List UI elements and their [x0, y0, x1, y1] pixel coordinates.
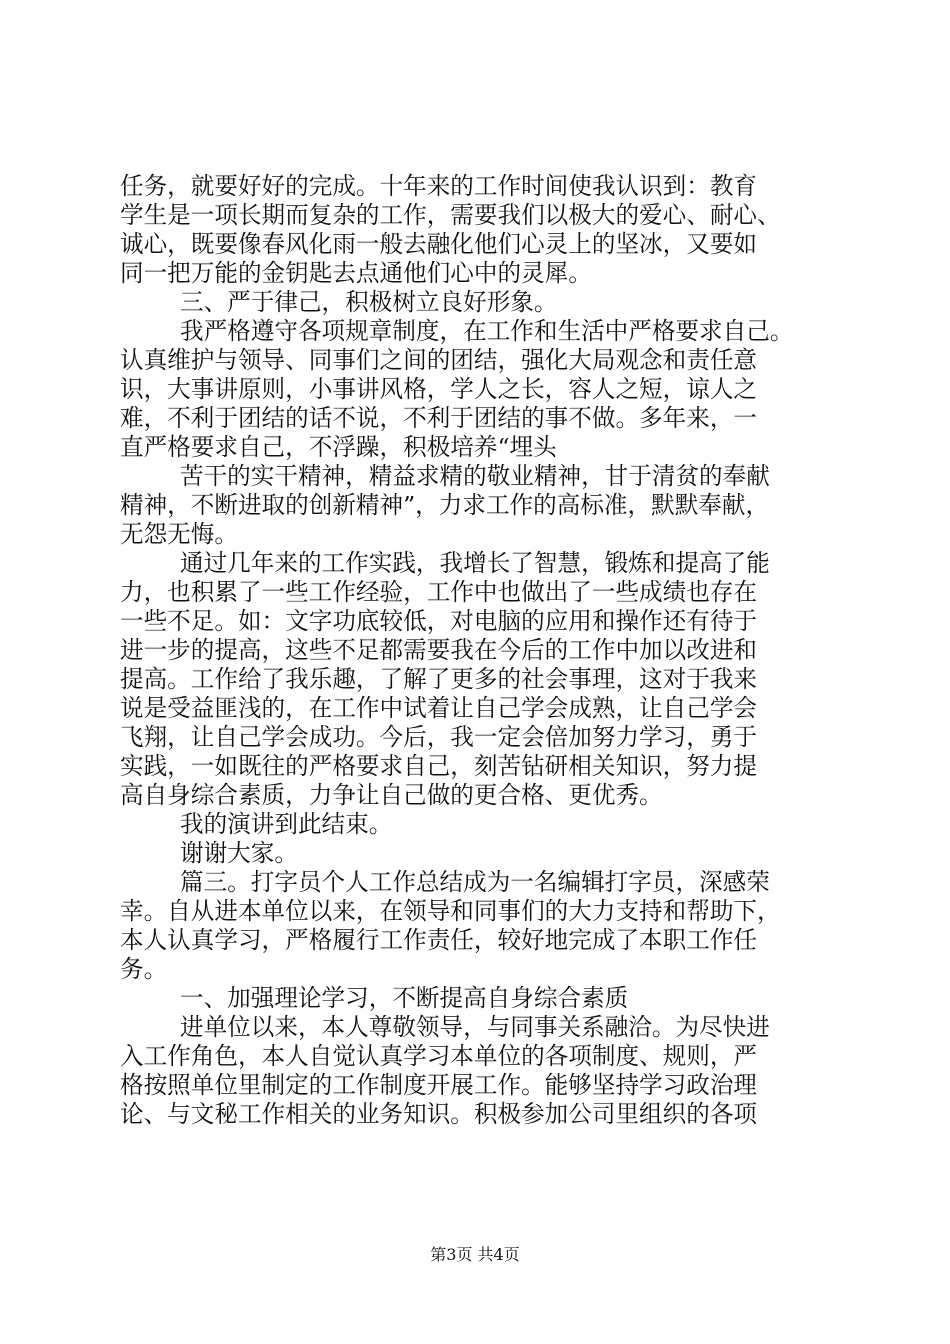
body-line: 我的演讲到此结束。	[180, 810, 393, 838]
body-line: 幸。自从进本单位以来，在领导和同事们的大力支持和帮助下，	[120, 897, 781, 925]
body-line: 务。	[120, 955, 168, 983]
body-line: 直严格要求自己，不浮躁，积极培养“埋头	[120, 433, 557, 461]
body-line: 我严格遵守各项规章制度，在工作和生活中严格要求自己。	[180, 317, 794, 345]
body-line: 格按照单位里制定的工作制度开展工作。能够坚持学习政治理	[120, 1071, 758, 1099]
body-line: 进单位以来，本人尊敬领导，与同事关系融洽。为尽快进	[180, 1013, 770, 1041]
body-line: 谢谢大家。	[180, 839, 298, 867]
body-line: 飞翔，让自己学会成功。今后，我一定会倍加努力学习，勇于	[120, 723, 758, 751]
body-line: 提高。工作给了我乐趣，了解了更多的社会事理，这对于我来	[120, 665, 758, 693]
body-line: 论、与文秘工作相关的业务知识。积极参加公司里组织的各项	[120, 1100, 758, 1128]
body-line: 学生是一项长期而复杂的工作，需要我们以极大的爱心、耐心、	[120, 201, 781, 229]
body-line: 苦干的实干精神，精益求精的敬业精神，甘于清贫的奉献	[180, 462, 770, 490]
body-line: 一、加强理论学习，不断提高自身综合素质	[180, 984, 629, 1012]
body-line: 识，大事讲原则，小事讲风格，学人之长，容人之短，谅人之	[120, 375, 758, 403]
body-line: 三、严于律己，积极树立良好形象。	[180, 288, 558, 316]
body-line: 高自身综合素质，力争让自己做的更合格、更优秀。	[120, 781, 663, 809]
body-line: 无怨无悔。	[120, 520, 238, 548]
body-line: 难，不利于团结的话不说，不利于团结的事不做。多年来，一	[120, 404, 758, 432]
body-line: 入工作角色，本人自觉认真学习本单位的各项制度、规则，严	[120, 1042, 758, 1070]
body-line: 本人认真学习，严格履行工作责任，较好地完成了本职工作任	[120, 926, 758, 954]
body-line: 说是受益匪浅的，在工作中试着让自己学会成熟，让自己学会	[120, 694, 758, 722]
document-body	[120, 172, 835, 1129]
body-line: 力，也积累了一些工作经验，工作中也做出了一些成绩也存在	[120, 578, 758, 606]
body-line: 通过几年来的工作实践，我增长了智慧，锻炼和提高了能	[180, 549, 770, 577]
body-line: 篇三。打字员个人工作总结成为一名编辑打字员，深感荣	[180, 868, 770, 896]
body-line: 一些不足。如：文字功底较低，对电脑的应用和操作还有待于	[120, 607, 758, 635]
body-line: 任务，就要好好的完成。十年来的工作时间使我认识到：教育	[120, 172, 758, 200]
body-line: 诚心，既要像春风化雨一般去融化他们心灵上的坚冰，又要如	[120, 230, 758, 258]
body-line: 进一步的提高，这些不足都需要我在今后的工作中加以改进和	[120, 636, 758, 664]
body-line: 认真维护与领导、同事们之间的团结，强化大局观念和责任意	[120, 346, 758, 374]
page-number-footer: 第3页 共4页	[430, 1245, 520, 1264]
body-line: 精神，不断进取的创新精神”，力求工作的高标准，默默奉献，	[120, 491, 770, 519]
body-line: 实践，一如既往的严格要求自己，刻苦钻研相关知识，努力提	[120, 752, 758, 780]
body-line: 同一把万能的金钥匙去点通他们心中的灵犀。	[120, 259, 592, 287]
